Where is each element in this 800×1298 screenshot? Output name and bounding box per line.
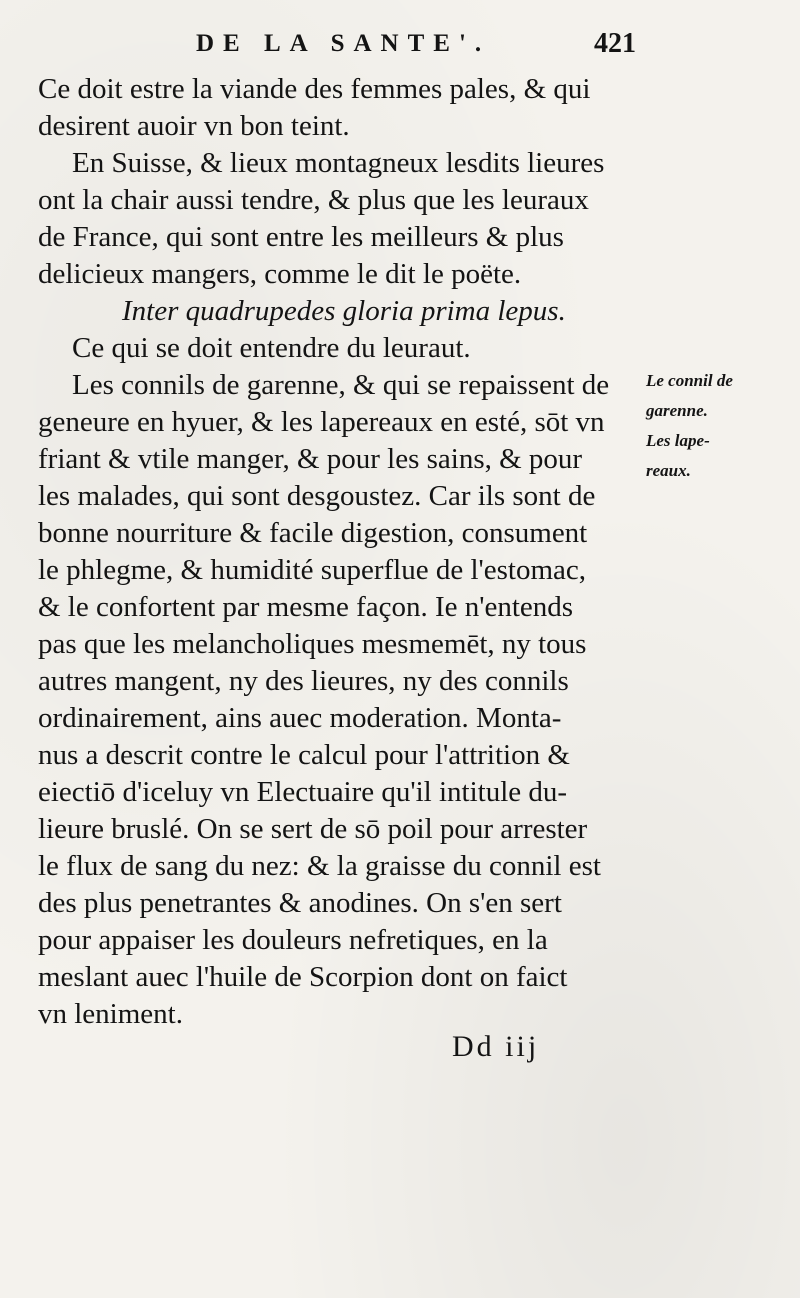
text-line: Les connils de garenne, & qui se repaissent de (72, 369, 610, 401)
text-line: pour appaiser les douleurs nefretiques, en la (38, 924, 548, 956)
text-line: vn leniment. (38, 998, 183, 1030)
marginal-note (646, 366, 796, 486)
text-line: le phlegme, & humidité superflue de l'estomac, (38, 554, 587, 586)
text-line: meslant auec l'huile de Scorpion dont on faict (38, 961, 568, 993)
page-number: 421 (594, 28, 636, 59)
marginal-note-line: Les lape- (646, 431, 710, 450)
marginal-note-line: Le connil de (646, 371, 733, 390)
text-line: le flux de sang du nez: & la graisse du connil est (38, 850, 601, 882)
page-header (196, 30, 636, 70)
text-line: En Suisse, & lieux montagneux lesdits lieures (72, 147, 605, 179)
text-line: de France, qui sont entre les meilleurs & plus (38, 221, 564, 253)
text-line: autres mangent, ny des lieures, ny des connils (38, 665, 569, 697)
text-line: desirent auoir vn bon teint. (38, 110, 350, 142)
text-line: ordinairement, ains auec moderation. Monta- (38, 702, 562, 734)
text-line: eiectiō d'iceluy vn Electuaire qu'il intitule du- (38, 776, 568, 808)
latin-quotation: Inter quadrupedes gloria prima lepus. (122, 295, 566, 327)
text-line: friant & vtile manger, & pour les sains, & pour (38, 443, 583, 475)
text-line: nus a descrit contre le calcul pour l'attrition & (38, 739, 570, 771)
text-line: Ce qui se doit entendre du leuraut. (72, 332, 471, 364)
text-line: geneure en hyuer, & les lapereaux en esté, sōt vn (38, 406, 605, 438)
body-text (38, 71, 638, 1033)
marginal-note-line: garenne. (646, 401, 708, 420)
text-line: des plus penetrantes & anodines. On s'en sert (38, 887, 562, 919)
text-line: lieure bruslé. On se sert de sō poil pour arrester (38, 813, 588, 845)
signature-mark: Dd iij (452, 1030, 540, 1063)
text-line: & le confortent par mesme façon. Ie n'entends (38, 591, 574, 623)
text-line: delicieux mangers, comme le dit le poëte. (38, 258, 522, 290)
text-line: pas que les melancholiques mesmemēt, ny tous (38, 628, 587, 660)
text-line: les malades, qui sont desgoustez. Car ils sont de (38, 480, 596, 512)
text-line: bonne nourriture & facile digestion, consument (38, 517, 588, 549)
running-title: DE LA SANTE'. (196, 30, 491, 57)
text-line: Ce doit estre la viande des femmes pales, & qui (38, 73, 591, 105)
text-line: ont la chair aussi tendre, & plus que les leuraux (38, 184, 589, 216)
marginal-note-line: reaux. (646, 461, 691, 480)
